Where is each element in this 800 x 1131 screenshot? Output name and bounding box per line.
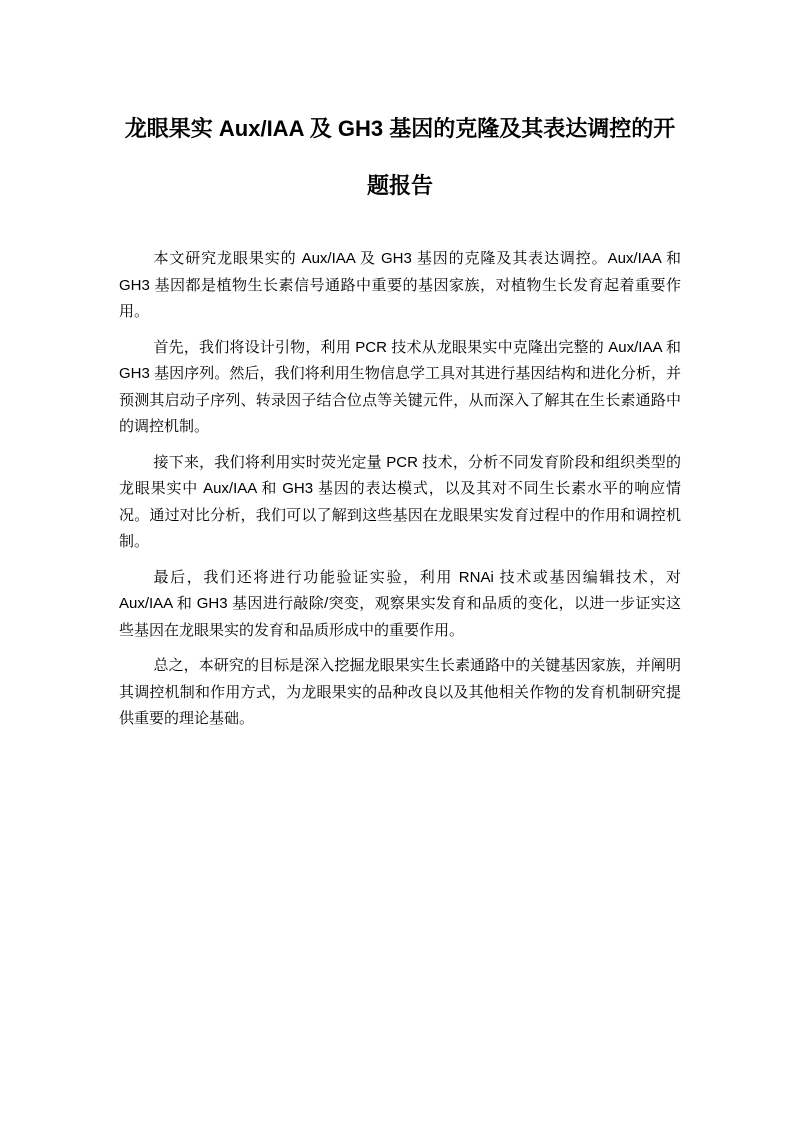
- title-line-2: 题报告: [366, 173, 433, 198]
- paragraph-expression-analysis: 接下来，我们将利用实时荧光定量 PCR 技术，分析不同发育阶段和组织类型的龙眼果实中 Aux/IAA 和 GH3 基因的表达模式，以及其对不同生长素水平的响应情况。通过对比分析，我们可以了解到这些基因在龙眼果实发育过程中的作用和调控机制。: [119, 453, 681, 550]
- document-title: [119, 100, 681, 214]
- paragraph-intro: 本文研究龙眼果实的 Aux/IAA 及 GH3 基因的克隆及其表达调控。Aux/IAA 和 GH3 基因都是植物生长素信号通路中重要的基因家族，对植物生长发育起着重要作用。: [119, 250, 681, 320]
- document-body: [119, 246, 681, 733]
- title-line-1: 龙眼果实 Aux/IAA 及 GH3 基因的克隆及其表达调控的开: [124, 116, 676, 141]
- paragraph-functional-validation: 最后，我们还将进行功能验证实验，利用 RNAi 技术或基因编辑技术，对 Aux/IAA 和 GH3 基因进行敲除/突变，观察果实发育和品质的变化，以进一步证实这些基因在龙眼果实的发育和品质形成中的重要作用。: [119, 568, 681, 639]
- paragraph-cloning-analysis: 首先，我们将设计引物，利用 PCR 技术从龙眼果实中克隆出完整的 Aux/IAA 和 GH3 基因序列。然后，我们将利用生物信息学工具对其进行基因结构和进化分析，并预测其启动子序列、转录因子结合位点等关键元件，从而深入了解其在生长素通路中的调控机制。: [119, 338, 681, 435]
- paragraph-conclusion: 总之，本研究的目标是深入挖掘龙眼果实生长素通路中的关键基因家族，并阐明其调控机制和作用方式，为龙眼果实的品种改良以及其他相关作物的发育机制研究提供重要的理论基础。: [119, 657, 681, 727]
